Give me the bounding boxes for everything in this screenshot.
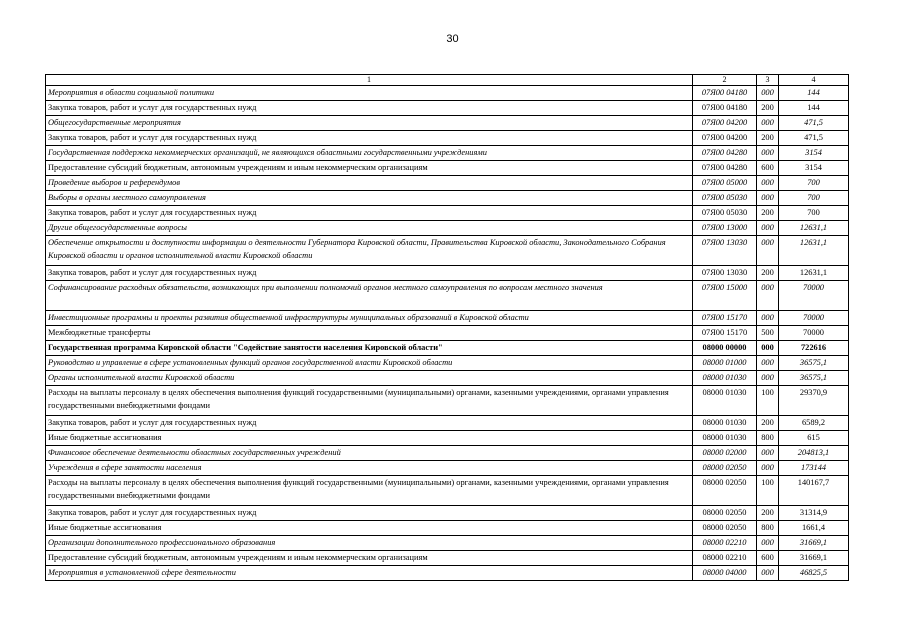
row-sum-cell: 1661,4 [779, 521, 849, 536]
row-name-cell: Расходы на выплаты персоналу в целях обеспечения выполнения функций государственными (муниципальными) органами, казенными учреждениями, органами управления государственными внебюджетными фондами [46, 476, 693, 506]
row-sum-cell: 3154 [779, 161, 849, 176]
row-type-cell: 200 [757, 131, 779, 146]
table-row [46, 371, 849, 386]
row-type-cell: 200 [757, 101, 779, 116]
row-code-cell: 08000 01030 [693, 386, 757, 416]
row-name-cell: Инвестиционные программы и проекты развития общественной инфраструктуры муниципальных образований в Кировской области [46, 311, 693, 326]
row-sum-cell: 36575,1 [779, 356, 849, 371]
row-sum-cell: 471,5 [779, 131, 849, 146]
row-name-cell: Софинансирование расходных обязательств, возникающих при выполнении полномочий органов местного самоуправления по вопросам местного значения [46, 281, 693, 311]
row-code-cell: 07Я00 05000 [693, 176, 757, 191]
table-row [46, 191, 849, 206]
row-type-cell: 000 [757, 341, 779, 356]
row-name-cell: Закупка товаров, работ и услуг для государственных нужд [46, 131, 693, 146]
row-type-cell: 000 [757, 176, 779, 191]
row-name-cell: Расходы на выплаты персоналу в целях обеспечения выполнения функций государственными (муниципальными) органами, казенными учреждениями, органами управления государственными внебюджетными фондами [46, 386, 693, 416]
row-name-cell: Руководство и управление в сфере установленных функций органов государственной власти Кировской области [46, 356, 693, 371]
row-sum-cell: 700 [779, 176, 849, 191]
row-sum-cell: 12631,1 [779, 266, 849, 281]
row-type-cell: 000 [757, 86, 779, 101]
row-sum-cell: 173144 [779, 461, 849, 476]
row-code-cell: 07Я00 05030 [693, 191, 757, 206]
column-header-type: 3 [757, 75, 779, 86]
column-header-name: 1 [46, 75, 693, 86]
row-sum-cell: 615 [779, 431, 849, 446]
row-sum-cell: 144 [779, 101, 849, 116]
row-type-cell: 600 [757, 161, 779, 176]
row-name-cell: Организации дополнительного профессионального образования [46, 536, 693, 551]
row-type-cell: 000 [757, 356, 779, 371]
row-sum-cell: 204813,1 [779, 446, 849, 461]
row-code-cell: 08000 02000 [693, 446, 757, 461]
table-row [46, 341, 849, 356]
table-row [46, 326, 849, 341]
row-type-cell: 000 [757, 146, 779, 161]
row-type-cell: 100 [757, 476, 779, 506]
row-sum-cell: 31669,1 [779, 536, 849, 551]
row-code-cell: 07Я00 15170 [693, 326, 757, 341]
row-sum-cell: 12631,1 [779, 221, 849, 236]
table-row [46, 236, 849, 266]
row-sum-cell: 3154 [779, 146, 849, 161]
table-row [46, 266, 849, 281]
row-name-cell: Учреждения в сфере занятости населения [46, 461, 693, 476]
row-code-cell: 08000 01030 [693, 431, 757, 446]
table-row [46, 431, 849, 446]
row-code-cell: 08000 01030 [693, 416, 757, 431]
row-sum-cell: 70000 [779, 326, 849, 341]
row-sum-cell: 46825,5 [779, 566, 849, 581]
row-sum-cell: 722616 [779, 341, 849, 356]
row-type-cell: 000 [757, 281, 779, 311]
row-name-cell: Закупка товаров, работ и услуг для государственных нужд [46, 101, 693, 116]
row-name-cell: Государственная поддержка некоммерческих организаций, не являющихся областными государственными учреждениями [46, 146, 693, 161]
row-name-cell: Иные бюджетные ассигнования [46, 521, 693, 536]
row-code-cell: 08000 02050 [693, 506, 757, 521]
row-name-cell: Обеспечение открытости и доступности информации о деятельности Губернатора Кировской области, Правительства Кировской области, Законодательного Собрания Кировской области и органов исполнительной власти Кировской области [46, 236, 693, 266]
row-sum-cell: 140167,7 [779, 476, 849, 506]
row-code-cell: 08000 00000 [693, 341, 757, 356]
table-row [46, 386, 849, 416]
row-code-cell: 08000 01030 [693, 371, 757, 386]
row-type-cell: 600 [757, 551, 779, 566]
table-row [46, 221, 849, 236]
row-code-cell: 07Я00 13030 [693, 236, 757, 266]
table-row [46, 281, 849, 311]
table-row [46, 551, 849, 566]
table-row [46, 566, 849, 581]
row-sum-cell: 31314,9 [779, 506, 849, 521]
row-name-cell: Финансовое обеспечение деятельности областных государственных учреждений [46, 446, 693, 461]
row-sum-cell: 12631,1 [779, 236, 849, 266]
row-name-cell: Предоставление субсидий бюджетным, автономным учреждениям и иным некоммерческим организациям [46, 161, 693, 176]
table-header-row [46, 75, 849, 86]
row-code-cell: 08000 02210 [693, 551, 757, 566]
table-row [46, 131, 849, 146]
row-code-cell: 08000 02050 [693, 476, 757, 506]
table-row [46, 446, 849, 461]
row-type-cell: 200 [757, 206, 779, 221]
table-row [46, 461, 849, 476]
row-code-cell: 07Я00 04200 [693, 131, 757, 146]
row-name-cell: Органы исполнительной власти Кировской области [46, 371, 693, 386]
table-row [46, 506, 849, 521]
row-code-cell: 07Я00 13000 [693, 221, 757, 236]
table-row [46, 206, 849, 221]
row-name-cell: Межбюджетные трансферты [46, 326, 693, 341]
row-type-cell: 200 [757, 266, 779, 281]
column-header-sum: 4 [779, 75, 849, 86]
table-row [46, 476, 849, 506]
row-type-cell: 000 [757, 566, 779, 581]
row-name-cell: Выборы в органы местного самоуправления [46, 191, 693, 206]
row-type-cell: 500 [757, 326, 779, 341]
table-row [46, 146, 849, 161]
table-row [46, 176, 849, 191]
row-name-cell: Общегосударственные мероприятия [46, 116, 693, 131]
row-sum-cell: 700 [779, 206, 849, 221]
row-sum-cell: 70000 [779, 311, 849, 326]
budget-table [45, 74, 849, 581]
row-code-cell: 08000 01000 [693, 356, 757, 371]
row-code-cell: 07Я00 04280 [693, 146, 757, 161]
row-name-cell: Закупка товаров, работ и услуг для государственных нужд [46, 506, 693, 521]
row-name-cell: Проведение выборов и референдумов [46, 176, 693, 191]
row-code-cell: 07Я00 04280 [693, 161, 757, 176]
row-type-cell: 000 [757, 236, 779, 266]
row-sum-cell: 6589,2 [779, 416, 849, 431]
table-row [46, 86, 849, 101]
row-type-cell: 000 [757, 221, 779, 236]
row-name-cell: Закупка товаров, работ и услуг для государственных нужд [46, 206, 693, 221]
row-sum-cell: 31669,1 [779, 551, 849, 566]
table-body [46, 86, 849, 581]
row-sum-cell: 29370,9 [779, 386, 849, 416]
row-type-cell: 000 [757, 191, 779, 206]
row-code-cell: 08000 04000 [693, 566, 757, 581]
row-sum-cell: 36575,1 [779, 371, 849, 386]
row-sum-cell: 70000 [779, 281, 849, 311]
table-row [46, 521, 849, 536]
table-row [46, 161, 849, 176]
row-name-cell: Закупка товаров, работ и услуг для государственных нужд [46, 266, 693, 281]
row-name-cell: Другие общегосударственные вопросы [46, 221, 693, 236]
row-type-cell: 000 [757, 371, 779, 386]
row-type-cell: 000 [757, 446, 779, 461]
row-type-cell: 100 [757, 386, 779, 416]
row-name-cell: Государственная программа Кировской области "Содействие занятости населения Кировской области" [46, 341, 693, 356]
row-code-cell: 07Я00 13030 [693, 266, 757, 281]
row-sum-cell: 700 [779, 191, 849, 206]
row-sum-cell: 144 [779, 86, 849, 101]
row-type-cell: 800 [757, 521, 779, 536]
row-type-cell: 000 [757, 536, 779, 551]
row-code-cell: 07Я00 04200 [693, 116, 757, 131]
row-name-cell: Мероприятия в установленной сфере деятельности [46, 566, 693, 581]
row-name-cell: Мероприятия в области социальной политики [46, 86, 693, 101]
row-code-cell: 07Я00 15170 [693, 311, 757, 326]
row-type-cell: 200 [757, 506, 779, 521]
table-row [46, 101, 849, 116]
row-type-cell: 000 [757, 461, 779, 476]
table-row [46, 356, 849, 371]
row-code-cell: 07Я00 04180 [693, 86, 757, 101]
table-row [46, 416, 849, 431]
row-type-cell: 000 [757, 116, 779, 131]
row-code-cell: 08000 02050 [693, 461, 757, 476]
row-type-cell: 200 [757, 416, 779, 431]
table-row [46, 536, 849, 551]
row-code-cell: 07Я00 05030 [693, 206, 757, 221]
row-name-cell: Закупка товаров, работ и услуг для государственных нужд [46, 416, 693, 431]
row-sum-cell: 471,5 [779, 116, 849, 131]
page-number: 30 [446, 33, 459, 45]
row-name-cell: Иные бюджетные ассигнования [46, 431, 693, 446]
table-row [46, 311, 849, 326]
column-header-code: 2 [693, 75, 757, 86]
row-type-cell: 800 [757, 431, 779, 446]
row-code-cell: 08000 02050 [693, 521, 757, 536]
table-row [46, 116, 849, 131]
row-name-cell: Предоставление субсидий бюджетным, автономным учреждениям и иным некоммерческим организациям [46, 551, 693, 566]
row-type-cell: 000 [757, 311, 779, 326]
row-code-cell: 08000 02210 [693, 536, 757, 551]
row-code-cell: 07Я00 15000 [693, 281, 757, 311]
row-code-cell: 07Я00 04180 [693, 101, 757, 116]
